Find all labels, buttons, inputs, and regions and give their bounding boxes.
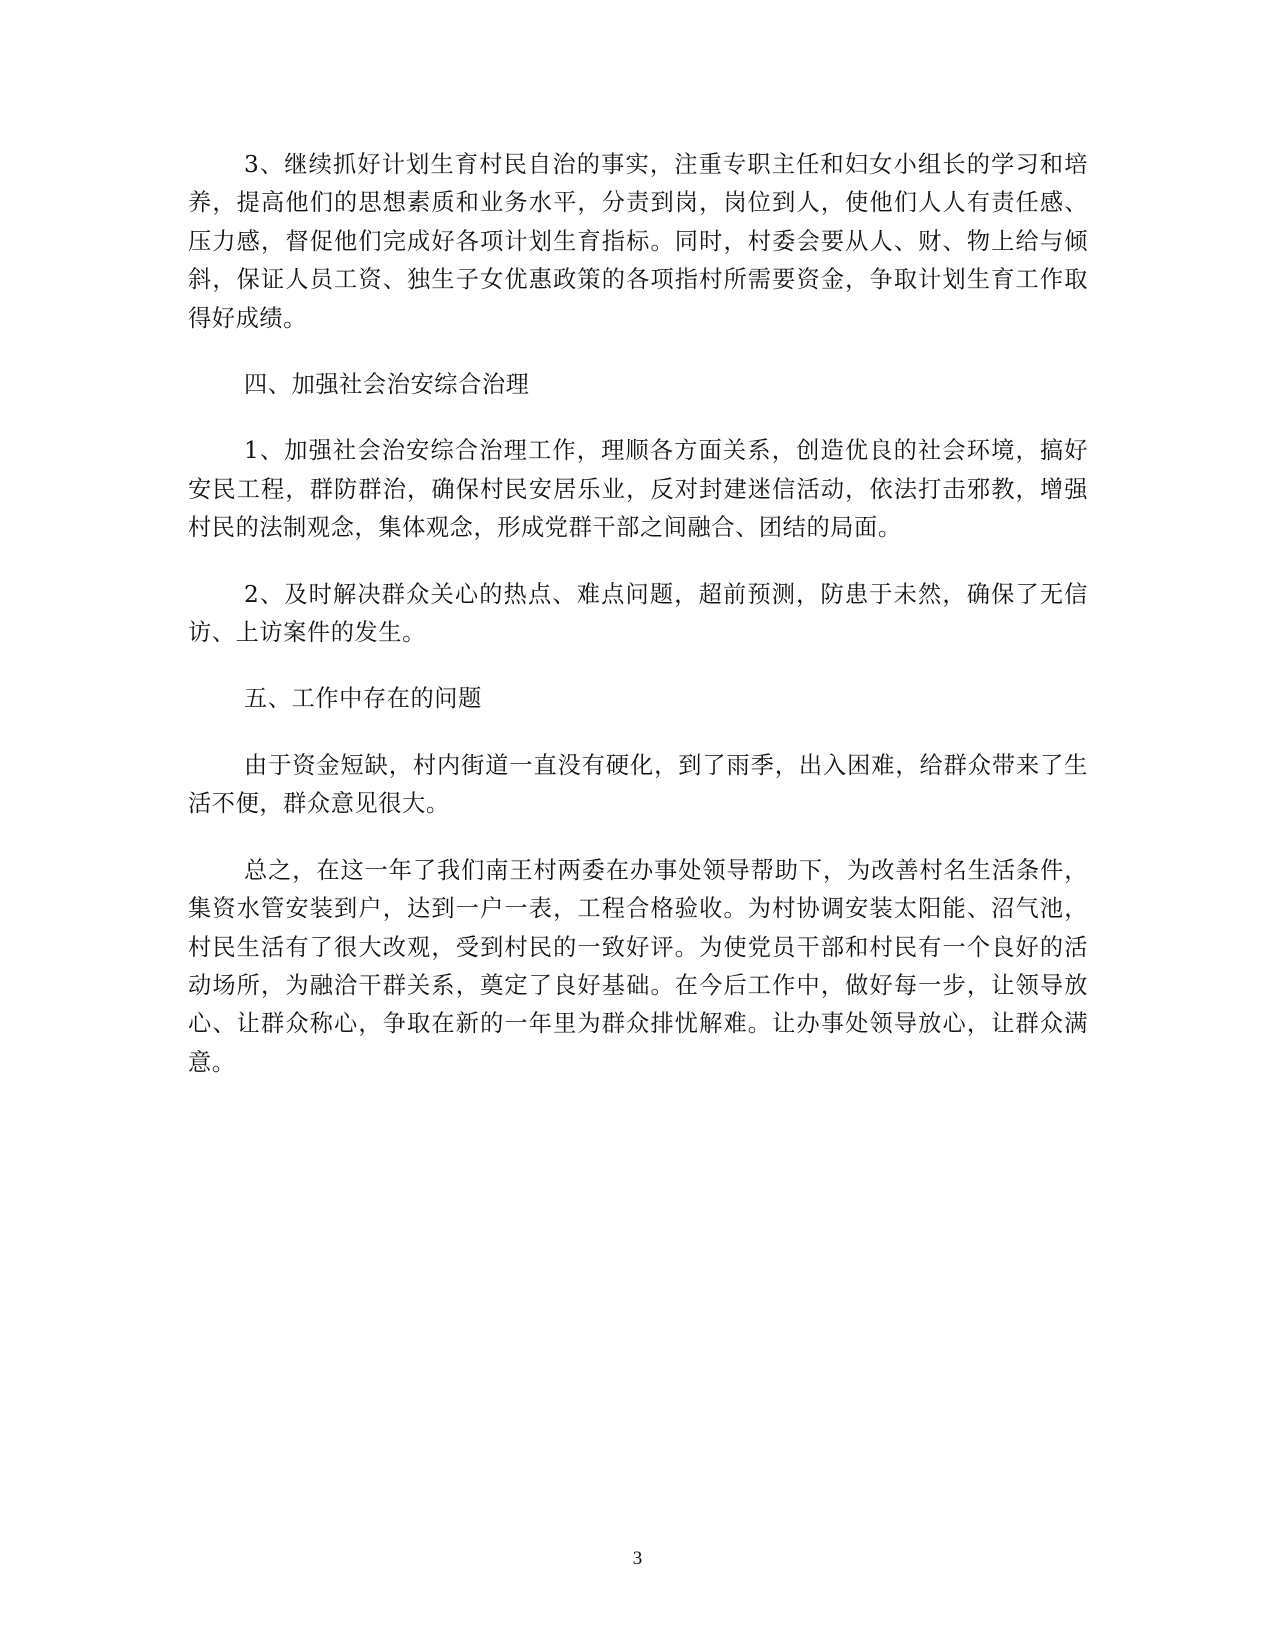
paragraph-hotspot-issues: 2、及时解决群众关心的热点、难点问题，超前预测，防患于未然，确保了无信访、上访案件的发生。 bbox=[188, 580, 1088, 647]
section-heading-public-security: 四、加强社会治安综合治理 bbox=[244, 371, 530, 399]
document-body bbox=[188, 146, 1088, 1110]
paragraph-security-governance: 1、加强社会治安综合治理工作，理顺各方面关系，创造优良的社会环境，搞好安民工程，群防群治，确保村民安居乐业，反对封建迷信活动，依法打击邪教，增强村民的法制观念，集体观念，形成党群干部之间融合、团结的局面。 bbox=[188, 437, 1088, 542]
section-heading-existing-problems: 五、工作中存在的问题 bbox=[244, 685, 482, 713]
paragraph-summary: 总之，在这一年了我们南王村两委在办事处领导帮助下，为改善村名生活条件，集资水管安装到户，达到一户一表，工程合格验收。为村协调安装太阳能、沼气池，村民生活有了很大改观，受到村民的一致好评。为使党员干部和村民有一个良好的活动场所，为融洽干群关系，奠定了良好基础。在今后工作中，做好每一步，让领导放心、让群众称心，争取在新的一年里为群众排忧解难。让办事处领导放心，让群众满意。 bbox=[188, 856, 1088, 1076]
page-number: 3 bbox=[632, 1548, 643, 1569]
paragraph-funding-shortage: 由于资金短缺，村内街道一直没有硬化，到了雨季，出入困难，给群众带来了生活不便，群众意见很大。 bbox=[188, 751, 1088, 818]
paragraph-family-planning: 3、继续抓好计划生育村民自治的事实，注重专职主任和妇女小组长的学习和培养，提高他们的思想素质和业务水平，分责到岗，岗位到人，使他们人人有责任感、压力感，督促他们完成好各项计划生育指标。同时，村委会要从人、财、物上给与倾斜，保证人员工资、独生子女优惠政策的各项指村所需要资金，争取计划生育工作取得好成绩。 bbox=[188, 151, 1088, 332]
